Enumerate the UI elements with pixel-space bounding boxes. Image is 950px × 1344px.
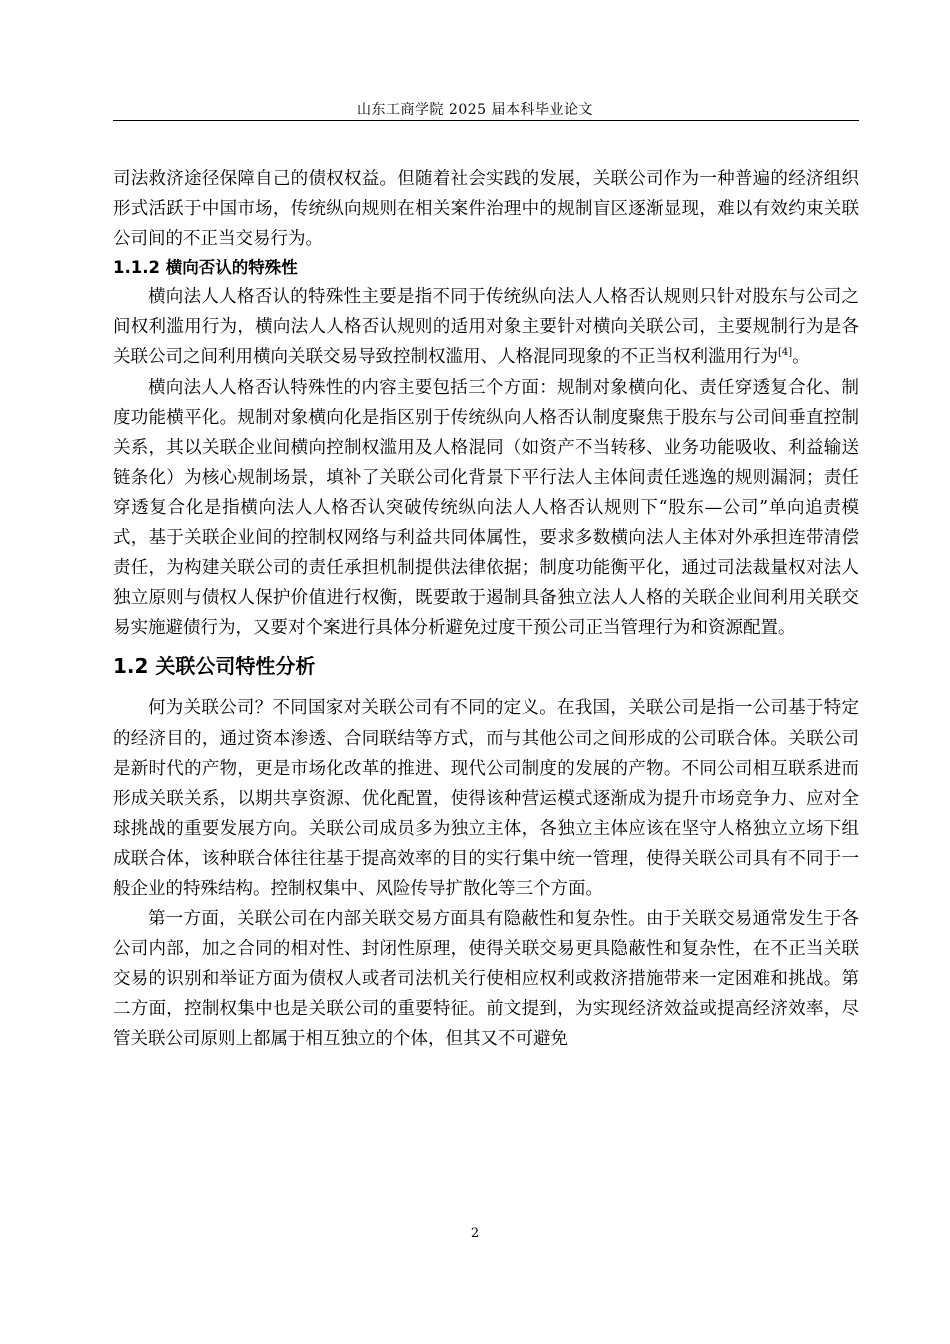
paragraph-special-2: 横向法人人格否认特殊性的内容主要包括三个方面：规制对象横向化、责任穿透复合化、制度功能横平化。规制对象横向化是指区别于传统纵向人格否认制度聚焦于股东与公司间垂直控制关系，其以关联企业间横向控制权滥用及人格混同（如资产不当转移、业务功能吸收、利益输送链条化）为核心规制场景，填补了关联公司化背景下平行法人主体间责任逃逸的规则漏洞；责任穿透复合化是指横向法人人格否认突破传统纵向法人人格否认规则下“股东—公司”单向追责模式，基于关联企业间的控制权网络与利益共同体属性，要求多数横向法人主体对外承担连带清偿责任，为构建关联公司的责任承担机制提供法律依据；制度功能衡平化，通过司法裁量权对法人独立原则与债权人保护价值进行权衡，既要敢于遏制具备独立法人人格的关联企业间利用关联交易实施避债行为，又要对个案进行具体分析避免过度干预公司正当管理行为和资源配置。 xyxy=(113,377,859,639)
paragraph-analysis-1: 何为关联公司？不同国家对关联公司有不同的定义。在我国，关联公司是指一公司基于特定的经济目的，通过资本渗透、合同联结等方式，而与其他公司之间形成的公司联合体。关联公司是新时代的产物，更是市场化改革的推进、现代公司制度的发展的产物。不同公司相互联系进而形成关联关系，以期共享资源、优化配置，使得该种营运模式逐渐成为提升市场竞争力、应对全球挑战的重要发展方向。关联公司成员多为独立主体，各独立主体应该在坚守人格独立立场下组成联合体，该种联合体往往基于提高效率的目的实行集中统一管理，使得关联公司具有不同于一般企业的特殊结构。控制权集中、风险传导扩散化等三个方面。 xyxy=(113,698,859,899)
paragraph-analysis-2: 第一方面，关联公司在内部关联交易方面具有隐蔽性和复杂性。由于关联交易通常发生于各公司内部，加之合同的相对性、封闭性原理，使得关联交易更具隐蔽性和复杂性，在不正当关联交易的识别和举证方面为债权人或者司法机关行使相应权利或救济措施带来一定困难和挑战。第二方面，控制权集中也是关联公司的重要特征。前文提到，为实现经济效益或提高经济效率，尽管关联公司原则上都属于相互独立的个体，但其又不可避免 xyxy=(113,909,859,1050)
paragraph-special-1-end: 。 xyxy=(792,347,810,368)
page-content xyxy=(113,164,859,1055)
page-header: 山东工商学院 2025 届本科毕业论文 xyxy=(356,102,594,118)
citation-reference[interactable]: [4] xyxy=(778,347,793,359)
paragraph-special-1 xyxy=(113,282,859,372)
header-rule xyxy=(113,120,859,121)
paragraph-special-1-text: 横向法人人格否认的特殊性主要是指不同于传统纵向法人人格否认规则只针对股东与公司之间权利滥用行为，横向法人人格否认规则的适用对象主要针对横向关联公司，主要规制行为是各关联公司之间利用横向关联交易导致控制权滥用、人格混同现象的不正当权利滥用行为 xyxy=(113,287,859,368)
subsection-title: 1.1.2 横向否认的特殊性 xyxy=(113,258,298,278)
page-number: 2 xyxy=(470,1226,480,1241)
section-title: 1.2 关联公司特性分析 xyxy=(113,654,316,679)
paragraph-continuation: 司法救济途径保障自己的债权权益。但随着社会实践的发展，关联公司作为一种普遍的经济组织形式活跃于中国市场，传统纵向规则在相关案件治理中的规制盲区逐渐显现，难以有效约束关联公司间的不正当交易行为。 xyxy=(113,169,859,250)
